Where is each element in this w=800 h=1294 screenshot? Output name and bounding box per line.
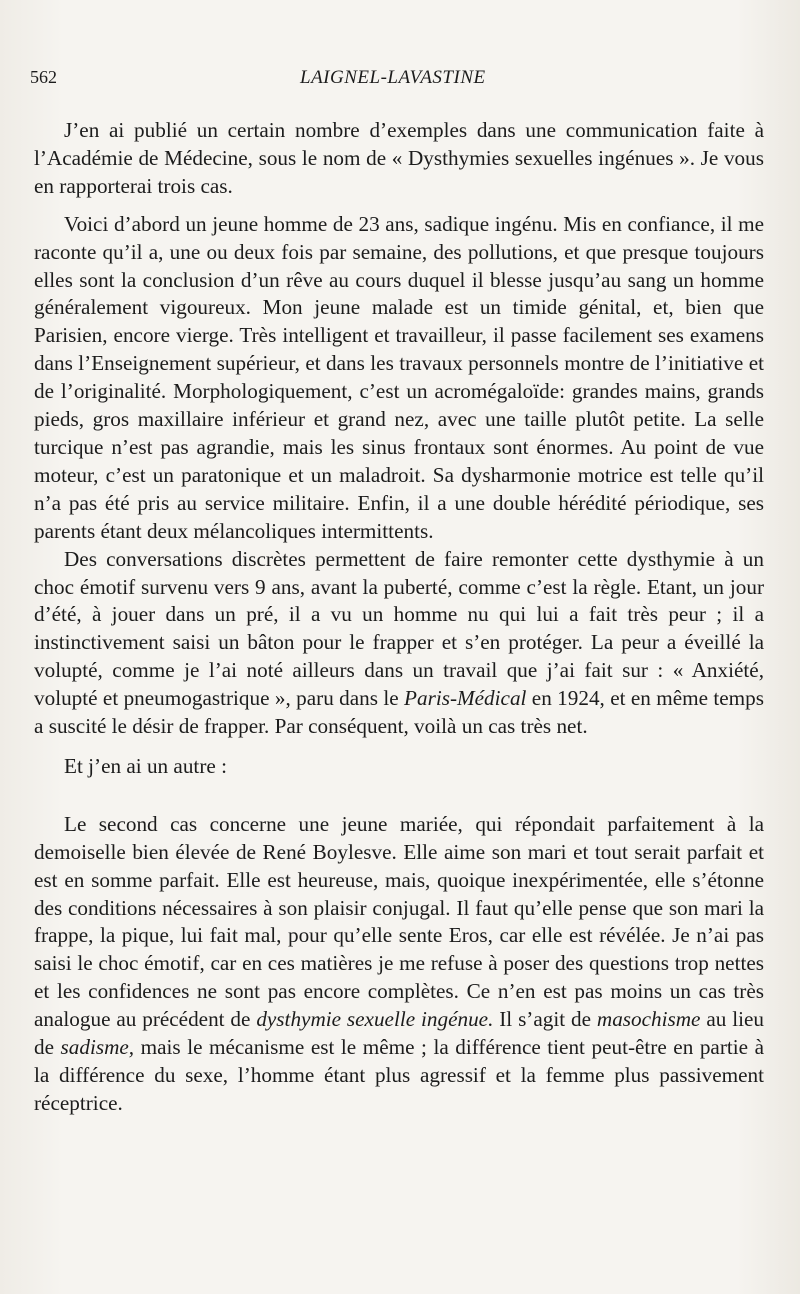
text-segment: au lieu de [34,1007,764,1060]
text-segment: Il s’agit de [493,1007,597,1032]
text-segment: Le second cas concerne une jeune mariée, qui répondait parfaitement à la demoiselle bien élevée de René Boylesve. Elle aime son mari et tout serait parfait et est en somme parfait. Elle est heureuse, mais, quoique inexpérimentée, elle s’étonne des conditions nécessaires à son plaisir conjugal. Il faut qu’elle pense que son mari la frappe, la pique, lui fait mal, pour qu’elle sente Eros, car elle est révélée. Je n’ai pas saisi le choc émotif, car en ces matières je me refuse à poser des questions trop nettes et les confidences ne sont pas encore complètes. Ce n’en est pas moins un cas très analogue au précédent de [34,811,764,1032]
journal-title: Paris-Médical [404,686,527,711]
emphasis-term: masochisme [596,1007,701,1032]
paragraph-transition: Et j’en ai un autre : [64,753,227,778]
paragraph-intro: J’en ai publié un certain nombre d’exemples dans une communication faite à l’Académie de Médecine, sous le nom de « Dysthymies sexuelles ingénues ». Je vous en rapporterai trois cas. [34,118,764,198]
paragraph-first-case: Voici d’abord un jeune homme de 23 ans, sadique ingénu. Mis en confiance, il me raconte qu’il a, une ou deux fois par semaine, des pollutions, et que presque toujours elles sont la conclusion d’un rêve au cours duquel il blesse jusqu’au sang un homme généralement vigoureux. Mon jeune malade est un timide génital, et, bien que Parisien, encore vierge. Très intelligent et travailleur, il passe facilement ses examens dans l’Enseignement supérieur, et dans les travaux personnels montre de l’initiative et de l’originalité. Morphologiquement, c’est un acromégaloïde: grandes mains, grands pieds, gros maxillaire inférieur et grand nez, avec une taille plutôt petite. La selle turcique n’est pas agrandie, mais les sinus frontaux sont énormes. Au point de vue moteur, c’est un paratonique et un maladroit. Sa dysharmonie motrice est telle qu’il n’a pas été pris au service militaire. Enfin, il a une double hérédité périodique, ses parents étant deux mélancoliques intermittents. [34,211,764,543]
text-segment: mais le mécanisme est le même ; la différence tient peut-être en partie à la différence du sexe, l’homme étant plus agressif et la femme plus passivement réceptrice. [34,1035,764,1115]
paragraph-first-case-origin [34,546,764,741]
emphasis-term: dysthymie sexuelle ingénue. [256,1007,494,1032]
running-title: LAIGNEL-LAVASTINE [300,67,486,88]
page-header [30,67,770,97]
text-segment: Des conversations discrètes permettent de faire remonter cette dysthymie à un choc émotif survenu vers 9 ans, avant la puberté, comme c’est la règle. Etant, un jour d’été, à jouer dans un pré, il a vu un homme nu qui lui a fait très peur ; il a instinctivement saisi un bâton pour le frapper et s’en protéger. La peur a éveillé la volupté, comme je l’ai noté ailleurs dans un travail que j’ai fait sur : « Anxiété, volupté et pneumogastrique », paru dans le [34,546,764,711]
text-segment: en 1924, et en même temps a suscité le désir de frapper. Par conséquent, voilà un cas très net. [34,686,764,739]
paragraph-second-case [34,811,764,1118]
page-number: 562 [30,67,57,87]
emphasis-term: sadisme, [60,1035,135,1060]
body-text [34,117,764,1118]
